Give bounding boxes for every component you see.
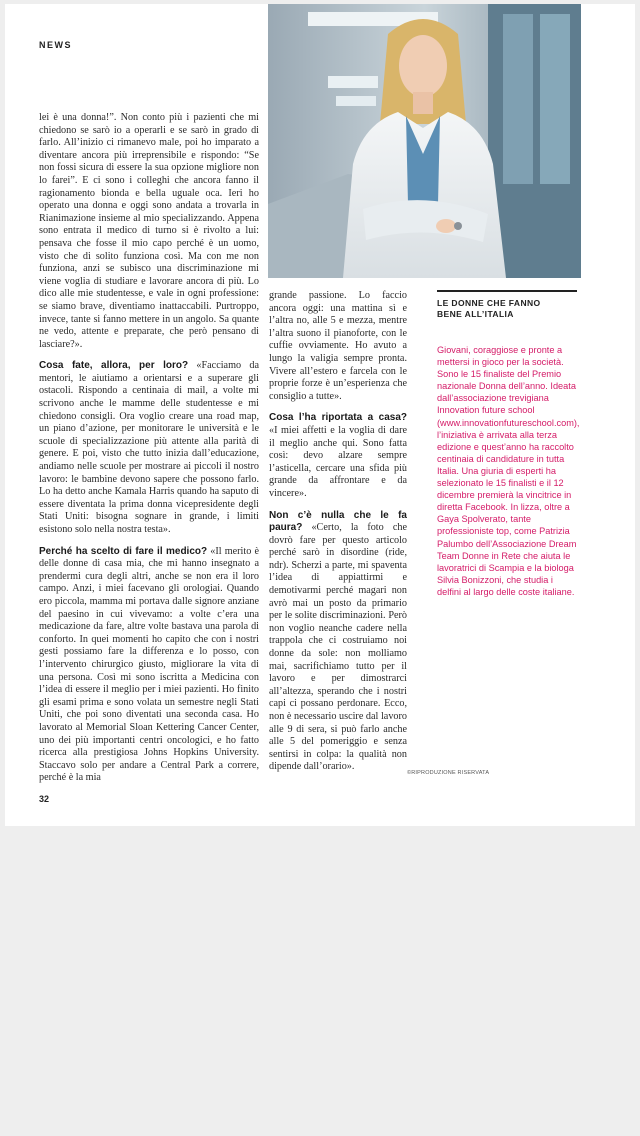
- interview-question: Cosa fate, allora, per loro?: [39, 360, 189, 372]
- interview-answer: «I miei affetti e la voglia di dare il meglio anche qui. Sono fatta così: devo alzare sempre l’asticella, cercare una sfida più grande da affrontare e da vincere».: [269, 424, 407, 499]
- interview-answer: «Facciamo da mentori, le aiutiamo a orientarsi e a superare gli ostacoli. Rispondo a centinaia di mail, a volte mi scrivono anche le mamme delle studentesse e mi chiedono consigli. Ora voglio creare una road map, un piano d’azione, per monitorare le università e le scuole di specializzazione più attente alla parità di genere. E poi, visto che tutto inizia dall’educazione, andiamo nelle scuole per mostrare ai piccoli il nostro lavoro: le bambine devono sapere che possono farlo. Lo ha detto anche Kamala Harris quando ha saputo di essere diventata la prima donna vicepresidente degli Stati Uniti: bisogna sognare in grande, i limiti esistono solo nella nostra testa».: [39, 360, 259, 535]
- interview-question: Perché ha scelto di fare il medico?: [39, 545, 208, 557]
- copyright-notice: ©RIPRODUZIONE RISERVATA: [407, 770, 490, 776]
- interview-question: Cosa l’ha riportata a casa?: [269, 412, 407, 424]
- article-paragraph: [39, 546, 259, 785]
- page-number: 32: [39, 794, 50, 804]
- portrait-photo: [268, 4, 581, 278]
- interview-answer: «Il merito è delle donne di casa mia, che mi hanno insegnato a prendermi cura degli altri, anche se non era il loro campo. Anzi, i miei facevano gli orologiai. Quando ero piccola, mamma mi portava dalle signore anziane del paesino in cui vivevamo: a volte c’era una medicazione da fare, altre volte bastava una parola di conforto. In quei momenti ho capito che con i nostri gesti possiamo fare la differenza e lo posso, con l’intervento chirurgico giusto, migliorare la vita di una persona. Così mi sono iscritta a Medicina con l’idea di essere il meglio per i miei pazienti. Ho finito gli esami prima e sono volata un semestre negli Stati Uniti, che poi sono diventati una seconda casa. Ho lavorato al Memorial Sloan Kettering Cancer Center, uno dei più importanti centri oncologici, e ho fatto ricerca alla prestigiosa Johns Hopkins University. Staccavo solo per andare a Central Park a correre, perché è la mia: [39, 545, 259, 784]
- sidebar-body: Giovani, coraggiose e pronte a mettersi in gioco per la società. Sono le 15 finaliste del Premio nazionale Donna dell’anno. Ideata dall’associazione trevigiana Innovation future school (www.innovationfutureschool.com), l’iniziativa è arrivata alla terza edizione e quest’anno ha raccolto centinaia di candidature in tutta Italia. Una giuria di esperti ha selezionato le 15 finalisti e il 12 dicembre premierà la vincitrice in diretta Facebook. In lizza, oltre a Gaya Spolverato, tante professioniste top, come Patrizia Palumbo dell’Associazione Dream Team Donne in Rete che aiuta le lavoratrici di Scampia e la biologa Silvia Bonizzoni, che studia i delfini al largo delle coste italiane.: [437, 345, 580, 597]
- article-left-column: [39, 112, 259, 794]
- article-mid-column: [269, 290, 407, 783]
- article-paragraph: [39, 360, 259, 536]
- sidebar-title: LE DONNE CHE FANNO BENE ALL’ITALIA: [437, 298, 541, 319]
- sidebar-box: [437, 290, 580, 598]
- magazine-page: [5, 4, 635, 826]
- interview-answer: «Certo, la foto che dovrò fare per questo articolo perché sarò in disordine (ride, ndr). Scherzi a parte, mi spaventa l’idea di appiattirmi e demotivarmi perché magari non avrò mai un posto da primario per le solite discriminazioni. Però non voglio neanche cadere nella trappola che ci costruiamo noi donne da sole: non molliamo mai, sacrifichiamo tutto per il lavoro e per dimostrarci all’altezza, sperando che i nostri capi ci possano perdonare. Ecco, non è necessario uscire dal lavoro alle 9 di sera, si può farlo anche alle 5 del pomeriggio e senza sentirsi in colpa: la qualità non dipende dall’orario».: [269, 522, 407, 773]
- section-label: NEWS: [39, 40, 72, 50]
- article-paragraph: [269, 412, 407, 500]
- interview-question: Non c’è nulla che le fa paura?: [269, 509, 407, 534]
- article-paragraph: grande passione. Lo faccio ancora oggi: una mattina sì e l’altra no, alle 5 e mezza, mentre l’altra suono il pianoforte, con le cuffie ovviamente. Ho avuto a lungo la valigia sempre pronta. Vivere all’estero e farcela con le proprie forze è un’esperienza che consiglio a tutte».: [269, 290, 407, 402]
- sidebar-divider: [437, 290, 577, 292]
- article-paragraph: [269, 510, 407, 774]
- article-paragraph: lei è una donna!”. Non conto più i pazienti che mi chiedono se sarò io a operarli e se sarò in grado di farlo. All’inizio ci rimanevo male, poi ho imparato a diventare ancora più irreprensibile e rispondo: “Se non fossi sicura di essere la sua opzione migliore non lo farei”. E ci sono i colleghi che ancora fanno il ragionamento bionda e bella uguale oca. Ieri ho operato una donna e oggi sono andata a trovarla in Rianimazione insieme al mio specializzando. Appena sono entrata il medico di turno si è rivolto a lui: pensava che fosse il mio capo perché è un uomo, visto che di solito funziona così. Ma con me non funziona, anzi se subisco una discriminazione mi viene voglia di studiare e lavorare ancora di più. Lo dico alle mie studentesse, e vale in ogni professione: se siamo brave, diventiamo inattaccabili. Purtroppo, invece, tante si fanno mettere in un angolo. Sa quante ne vedo, attente e preparate, che però pensano di lasciare?».: [39, 112, 259, 350]
